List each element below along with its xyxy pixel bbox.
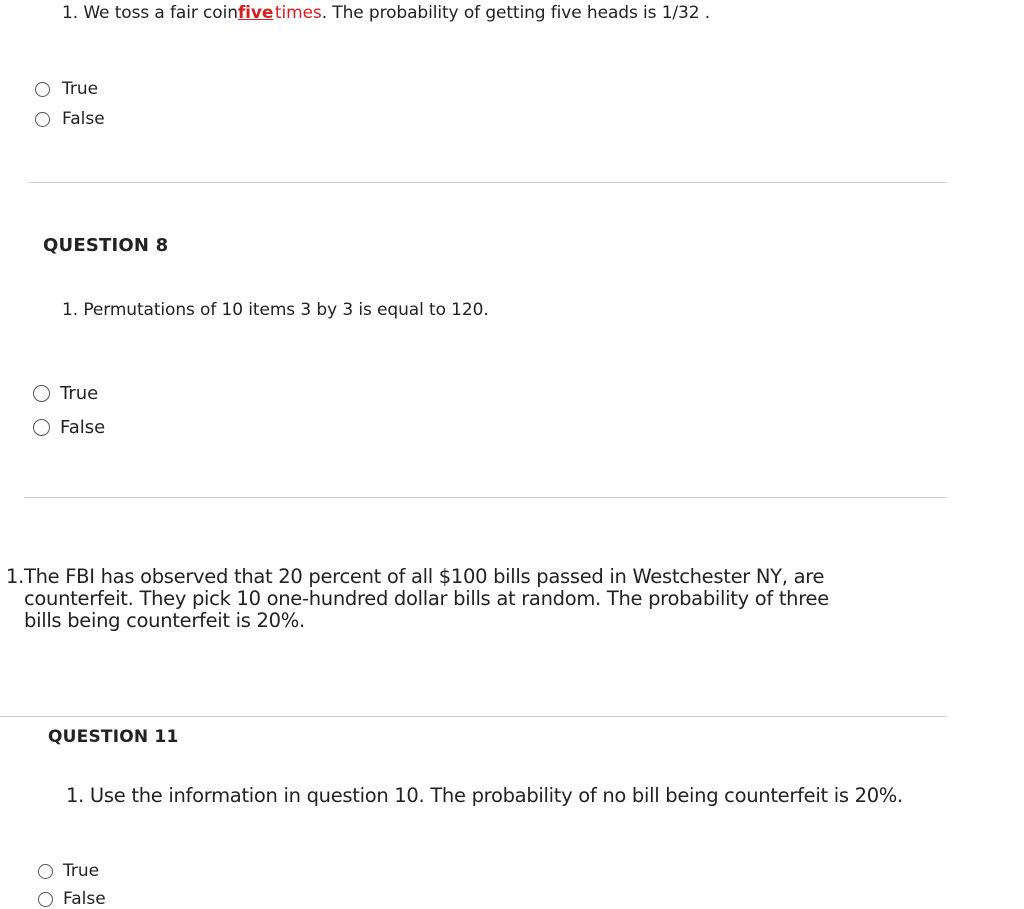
q11-option-true[interactable] [38,861,99,881]
q7-option-true-label: True [62,79,99,99]
q7-option-false-label: False [62,109,105,129]
question-7-text-end: . The probability of getting five heads is 1/32 . [321,3,711,23]
q8-option-false[interactable] [33,417,105,438]
question-8-text: 1. Permutations of 10 items 3 by 3 is equal to 120. [62,300,489,320]
question-10-line-3: bills being counterfeit is 20%. [24,609,305,632]
q8-radio-true[interactable] [33,385,50,402]
question-10-line-2: counterfeit. They pick 10 one-hundred dollar bills at random. The probability of three [24,587,829,610]
q8-radio-false[interactable] [33,419,50,436]
q11-radio-true[interactable] [38,864,53,879]
question-10-number: 1. [6,565,25,588]
question-7-number: 1. [62,3,79,23]
q11-option-false[interactable] [38,889,106,909]
question-7-text [62,3,710,23]
q8-option-true-label: True [60,383,99,404]
q8-option-false-label: False [60,417,106,438]
q11-option-false-label: False [63,889,106,909]
question-11-heading: QUESTION 11 [48,727,179,747]
question-7-text-start: We toss a fair coin [83,3,238,23]
divider [28,182,947,183]
question-7-highlight-times: times [274,3,322,23]
q11-option-true-label: True [63,861,100,881]
question-11-number: 1. [66,784,85,807]
question-11-body: Use the information in question 10. The probability of no bill being counterfeit is 20%. [89,784,903,807]
q8-option-true[interactable] [33,383,98,404]
divider [24,497,947,498]
q7-option-true[interactable] [35,79,98,99]
q7-radio-false[interactable] [35,112,50,127]
question-11-text [66,785,903,807]
divider [0,716,947,717]
q7-option-false[interactable] [35,109,105,129]
question-10-line-1: The FBI has observed that 20 percent of all $100 bills passed in Westchester NY, are [24,565,825,588]
question-7-highlight-five: five [237,3,274,23]
q7-radio-true[interactable] [35,82,50,97]
q11-radio-false[interactable] [38,892,53,907]
question-8-heading: QUESTION 8 [43,235,169,256]
